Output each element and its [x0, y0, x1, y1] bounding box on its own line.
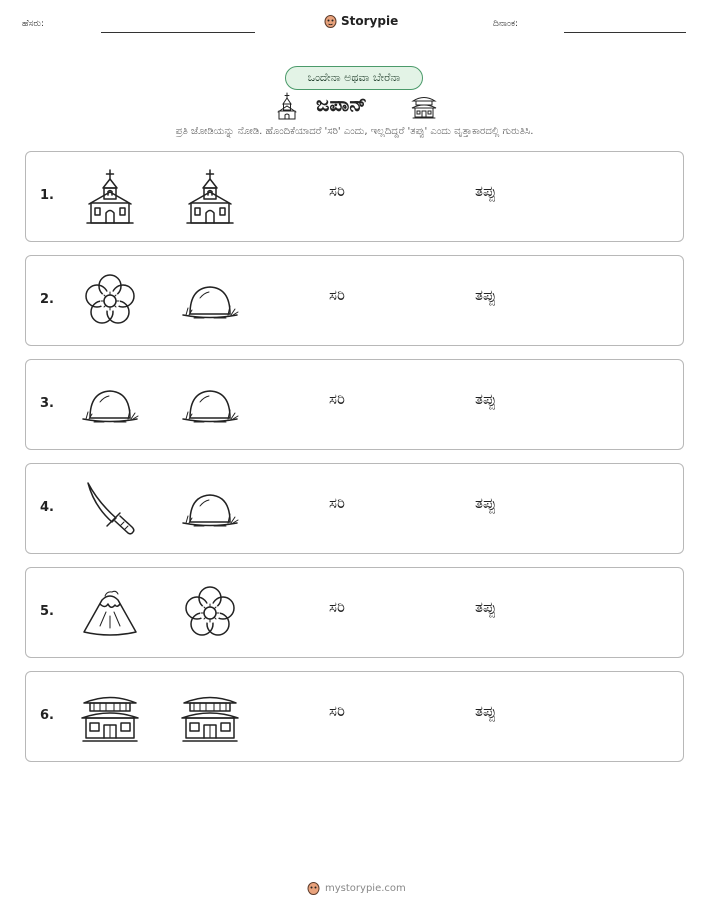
left-picture	[80, 686, 140, 746]
brand-name: Storypie	[341, 14, 399, 28]
temple-icon	[180, 686, 240, 746]
instructions: ಪ್ರತಿ ಜೋಡಿಯನ್ನು ನೋಡಿ. ಹೊಂದಿಕೆಯಾದರೆ 'ಸರಿ' ಎಂದು, ಇಲ್ಲದಿದ್ದರೆ 'ತಪ್ಪು' ಎಂದು ವೃತ್ತಾಕಾರದಲ್ಲಿ ಗುರುತಿಸಿ.	[175, 126, 534, 137]
option-wrong[interactable]: ತಪ್ಪು	[475, 390, 497, 408]
mascot-icon	[324, 14, 337, 28]
left-picture	[80, 374, 140, 434]
activity-badge: ಒಂದೇನಾ ಅಥವಾ ಬೇರೆನಾ	[285, 66, 423, 90]
footer	[307, 881, 406, 895]
footer-url: mystorypie.com	[325, 882, 406, 894]
question-number: 4.	[40, 500, 54, 515]
right-picture	[180, 582, 240, 642]
temple-icon	[80, 686, 140, 746]
left-picture	[80, 478, 140, 538]
question-number: 1.	[40, 188, 54, 203]
question-card	[25, 567, 684, 658]
name-label: ಹೆಸರು:	[22, 19, 45, 29]
right-picture	[180, 166, 240, 226]
option-correct[interactable]: ಸರಿ	[329, 390, 345, 408]
option-correct[interactable]: ಸರಿ	[329, 598, 345, 616]
left-picture	[80, 582, 140, 642]
question-number: 6.	[40, 708, 54, 723]
page-title: ಜಪಾನ್	[316, 92, 367, 116]
flower-icon	[180, 582, 240, 642]
name-field[interactable]	[101, 32, 255, 33]
rock-icon	[180, 478, 240, 538]
rock-icon	[180, 270, 240, 330]
question-number: 3.	[40, 396, 54, 411]
question-card	[25, 463, 684, 554]
question-number: 2.	[40, 292, 54, 307]
question-card	[25, 151, 684, 242]
left-picture	[80, 270, 140, 330]
question-card	[25, 255, 684, 346]
rock-icon	[80, 374, 140, 434]
mountain-icon	[80, 582, 140, 642]
church-icon	[180, 166, 240, 226]
mascot-icon	[307, 881, 320, 895]
option-correct[interactable]: ಸರಿ	[329, 286, 345, 304]
church-icon	[80, 166, 140, 226]
right-picture	[180, 270, 240, 330]
date-label: ದಿನಾಂಕ:	[493, 19, 519, 29]
right-picture	[180, 374, 240, 434]
flower-icon	[80, 270, 140, 330]
option-wrong[interactable]: ತಪ್ಪು	[475, 598, 497, 616]
option-correct[interactable]: ಸರಿ	[329, 494, 345, 512]
option-wrong[interactable]: ತಪ್ಪು	[475, 286, 497, 304]
option-wrong[interactable]: ತಪ್ಪು	[475, 494, 497, 512]
question-number: 5.	[40, 604, 54, 619]
question-card	[25, 671, 684, 762]
option-correct[interactable]: ಸರಿ	[329, 182, 345, 200]
rock-icon	[180, 374, 240, 434]
sword-icon	[80, 478, 140, 538]
temple-icon	[410, 92, 438, 120]
church-icon	[276, 92, 298, 120]
date-field[interactable]	[564, 32, 686, 33]
option-correct[interactable]: ಸರಿ	[329, 702, 345, 720]
option-wrong[interactable]: ತಪ್ಪು	[475, 702, 497, 720]
brand-logo	[324, 14, 398, 28]
option-wrong[interactable]: ತಪ್ಪು	[475, 182, 497, 200]
right-picture	[180, 478, 240, 538]
question-card	[25, 359, 684, 450]
right-picture	[180, 686, 240, 746]
left-picture	[80, 166, 140, 226]
